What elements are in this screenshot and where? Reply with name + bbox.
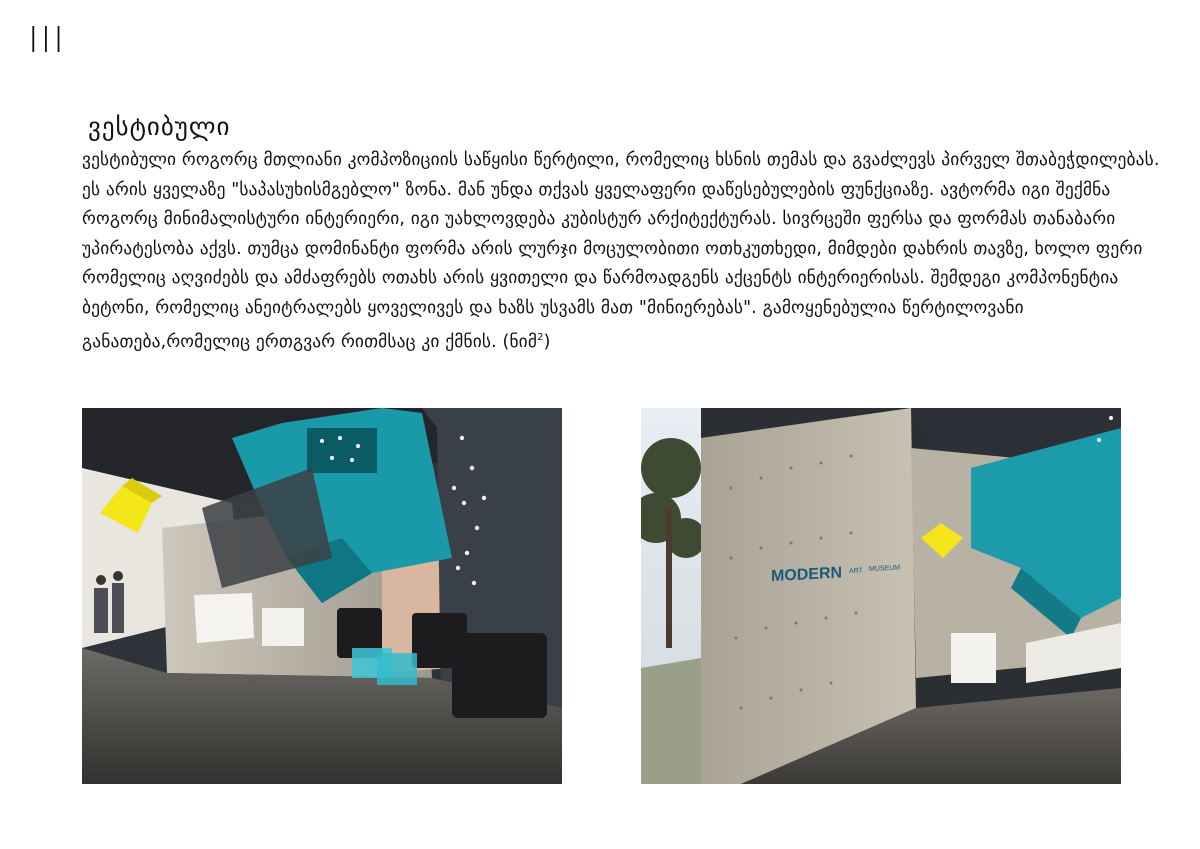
vestibule-render-left-image <box>82 408 562 784</box>
vestibule-render-left <box>82 408 562 784</box>
paragraph-superscript: 2 <box>537 332 544 343</box>
sign-museum: MUSEUM <box>869 564 901 574</box>
paragraph-end: ) <box>543 331 551 352</box>
sign-art: ART <box>849 567 863 576</box>
vestibule-render-right <box>641 408 1121 784</box>
section-number: III <box>28 20 66 61</box>
sign-modern: MODERN <box>771 564 843 586</box>
paragraph-text: ვესტიბული როგორც მთლიანი კომპოზიციის საწყისი წერტილი, რომელიც ხსნის თემას და გვაძლევს პირველ შთაბეჭდილებას. ეს არის ყველაზე "საპასუხისმგებლო" ზონა. მან უნდა თქვას ყველაფერი დაწესებულების ფუნქციაზე. ავტორმა იგი შექმნა როგორც მინიმალისტური ინტერიერი, იგი უახლოვდება კუბისტურ არქიტექტურას. სივრცეში ფერსა და ფორმას თანაბარი უპირატესობა აქვს. თუმცა დომინანტი ფორმა არის ლურჯი მოცულობითი ოთხკუთხედი, მიმდები დახრის თავზე, ხოლო ფერი რომელიც აღვიძებს და ამძაფრებს ოთახს არის ყვითელი და წარმოადგენს აქცენტს ინტერიერისას. შემდეგი კომპონენტია ბეტონი, რომელიც ანეიტრალებს ყოველივეს და ხაზს უსვამს მათ "მინიერებას". გამოყენებულია წერტილოვანი განათება,რომელიც ერთგვარ რითმსაც კი ქმნის. (ნიმ <box>82 150 1160 352</box>
vestibule-render-right-image <box>641 408 1121 784</box>
page-title: ვესტიბული <box>88 112 231 141</box>
description-paragraph <box>82 146 1172 357</box>
